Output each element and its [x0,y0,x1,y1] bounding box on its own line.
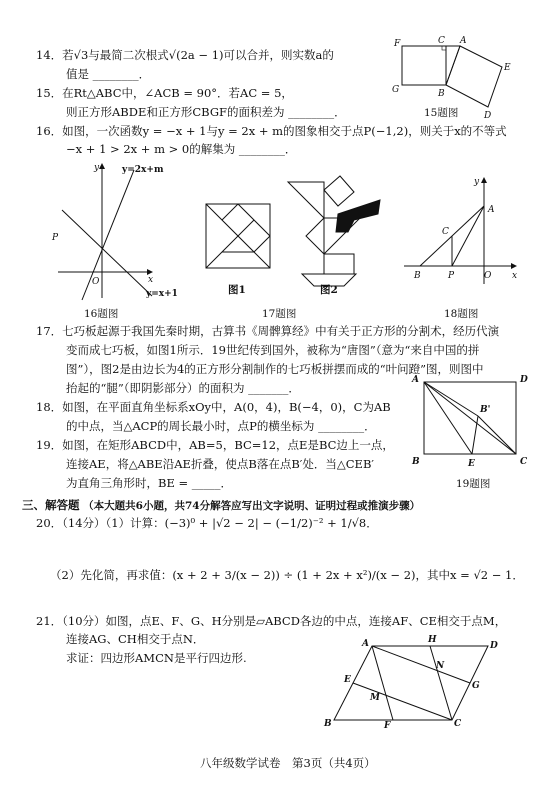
parallelogram-abcd [334,646,488,720]
q18-line2 [66,419,376,434]
q14-line2 [66,67,150,82]
label-c: C [438,36,445,46]
q19-line1: 19．如图，在矩形ABCD中，AB=5，BC=12，点E是BC边上一点， [36,438,394,452]
q21-d-label: D [490,641,498,651]
label-d: D [484,111,492,121]
q18-prefix: 的中点，当△ACP的周长最小时，点P的横坐标为 [66,419,315,433]
q15-prefix: 则正方形ABDE和正方形CBGF的面积差为 [66,105,285,119]
q21-c-label: C [454,719,462,729]
fig2-label: 图2 [320,284,338,296]
q21-line3: 求证：四边形AMCN是平行四边形. [66,651,247,665]
q15-line1: 15．在Rt△ABC中，∠ACB = 90°．若AC = 5， [36,86,293,100]
q14-line1: 14．若√3与最简二次根式√(2a − 1)可以合并，则实数a的 [36,48,334,62]
q17-prefix: 抬起的“腿”（即阴影部分）的面积为 [66,381,245,395]
q15-answer-blank: ________． [288,105,346,119]
section-note: （本大题共6小题，共74分解答应写出文字说明、证明过程或推演步骤） [83,500,421,512]
q21-g-label: G [472,681,480,691]
q16-prefix: −x + 1 > 2x + m > 0的解集为 [66,142,236,156]
q20-part1: 20．（14分）（1）计算：(−3)⁰ + |√2 − 2| − (−1/2)⁻² + 1/√8． [36,516,378,530]
q19-figure [410,372,530,468]
q21-m-label: M [370,693,380,703]
q19-bprime-label: B' [480,405,491,415]
q21-h-label: H [428,635,437,645]
label-b: B [438,89,445,99]
y-axis-label: y [94,163,100,173]
q15-line2 [66,105,346,120]
square-abde [446,46,502,107]
line-2x-plus-m [82,170,134,300]
line-label-2x-plus-m: y=2x+m [122,165,164,175]
q18-line1: 18．如图，在平面直角坐标系xOy中，A(0，4)，B(−4，0)，C为AB [36,400,391,414]
q18-caption: 18题图 [444,308,479,320]
q21-e-label: E [344,675,351,685]
q21-figure [320,634,510,730]
q16-line2 [66,142,296,157]
point-p-label: P [52,233,59,243]
q21-n-label: N [436,661,445,671]
line-neg-x-plus-1 [62,210,152,296]
q18-c-label: C [442,227,449,237]
q21-a-label: A [362,639,369,649]
q19-a-label: A [412,375,419,385]
q17-line2: 变而成七巧板，如图1所示．19世纪传到国外，被称为“唐图”（意为“来自中国的拼 [66,343,480,357]
q18-o-label: O [484,271,492,281]
q18-a-label: A [488,205,495,215]
q15-caption: 15题图 [424,107,459,119]
q19-c-label: C [520,457,528,467]
q16-caption: 16题图 [84,308,119,320]
q21-f-label: F [384,721,391,731]
q19-b-label: B [412,457,420,467]
q19-d-label: D [520,375,528,385]
q14-prefix: 值是 [66,67,89,81]
q17-answer-blank: _______． [248,381,300,395]
q17-caption: 17题图 [262,308,297,320]
shaded-leg [336,200,380,232]
q16-line1: 16．如图，一次函数y = −x + 1与y = 2x + m的图象相交于点P(−1,2)，则关于x的不等式 [36,124,507,138]
q14-answer-blank: ________． [92,67,151,81]
x-axis-label: x [148,275,154,285]
q18-p-label: P [448,271,455,281]
q19-line2: 连接AE，将△ABE沿AE折叠，使点B落在点B′处．当△CEB′ [66,457,375,471]
q17-figure1 [204,202,272,278]
q21-line1: 21．（10分）如图，点E、F、G、H分别是▱ABCD各边的中点，连接AF、CE相交于点M， [36,614,507,628]
section-title: 三、解答题 [22,498,80,512]
page-footer: 八年级数学试卷 第3页（共4页） [200,756,376,770]
q19-prefix: 为直角三角形时，BE = [66,476,189,490]
label-a: A [460,36,467,46]
square-cbgf [402,46,446,85]
q20-part2: （2）先化简，再求值：(x + 2 + 3/(x − 2)) ÷ (1 + 2x + x²)/(x − 2)，其中x = √2 − 1． [50,568,524,582]
q19-line3 [66,476,232,491]
q17-figure2 [284,174,394,284]
q16-answer-blank: ________． [238,142,297,156]
q18-x-label: x [512,271,518,281]
q18-answer-blank: ________． [318,419,376,433]
q16-figure [52,160,178,300]
q18-y-label: y [474,177,480,187]
line-label-x-plus-1: y=x+1 [146,289,178,299]
q21-b-label: B [324,719,332,729]
q21-line2: 连接AG、CH相交于点N． [66,632,205,646]
fig1-label: 图1 [228,284,246,296]
q15-figure [392,34,522,121]
q17-line4 [66,381,300,396]
section-header [22,498,420,514]
q17-line1: 17．七巧板起源于我国先秦时期，古算书《周髀算经》中有关于正方形的分割术，经历代演 [36,324,500,338]
label-f: F [394,39,401,49]
origin-label: O [92,277,100,287]
label-g: G [392,85,400,95]
q17-line3: 图”），图2是由边长为4的正方形分割制作的七巧板拼摆而成的“叶问蹬”图，则图中 [66,362,484,376]
q18-b-label: B [414,271,421,281]
q19-answer-blank: _____． [191,476,233,490]
q19-e-label: E [468,459,475,469]
q18-figure [404,178,524,288]
label-e: E [504,63,511,73]
q19-caption: 19题图 [456,478,491,490]
